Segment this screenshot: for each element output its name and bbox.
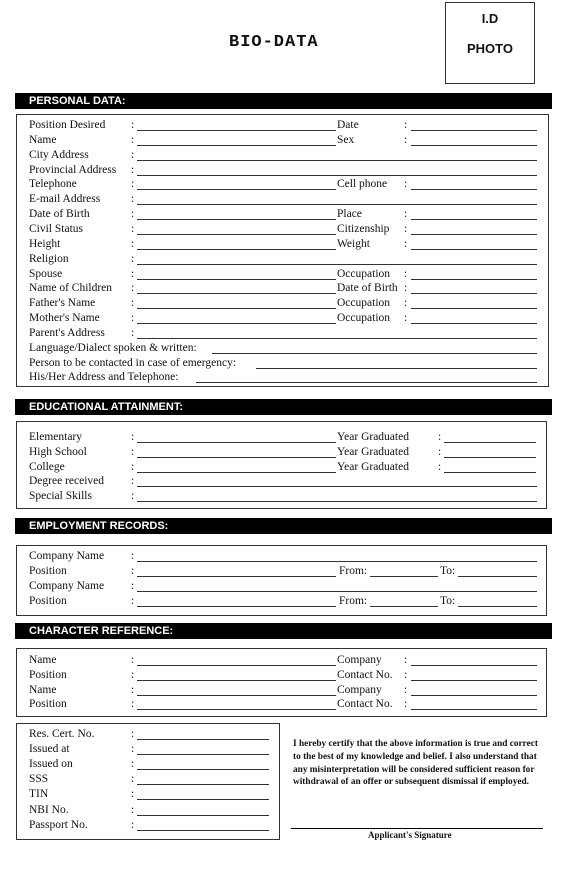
employment-from-line[interactable] [370,606,438,607]
page-title: BIO-DATA [229,33,319,52]
reference-label-right: Contact No. [337,698,393,711]
reference-input-line[interactable] [137,680,336,681]
colon: : [131,252,135,265]
colon: : [131,312,135,325]
certification-text: I hereby certify that the above information is true and correct to the best of my knowledge and belief. I also understand that any misinterpretation will be considered sufficient reason for withdrawal of an offer or subsequent dismissal if employed. [293,739,538,788]
education-label-right: Year Graduated [337,431,409,443]
personal-input-line-right[interactable] [411,308,537,309]
education-input-line[interactable] [137,442,336,443]
colon: : [131,460,135,473]
colon: : [131,580,135,592]
colon: : [131,208,135,221]
personal-label-right: Place [337,208,362,221]
personal-input-line[interactable] [137,264,537,265]
id-input-line[interactable] [137,815,269,816]
education-input-line-right[interactable] [444,457,536,458]
colon: : [131,445,135,458]
colon: : [131,550,135,562]
colon: : [404,698,408,711]
reference-input-line-right[interactable] [411,665,537,666]
personal-input-line[interactable] [137,160,537,161]
colon: : [131,475,135,488]
personal-label-right: Cell phone [337,178,388,191]
colon: : [404,683,408,696]
colon: : [131,282,135,295]
id-label: Issued on [29,758,73,771]
employment-from-label: From: [339,565,368,577]
reference-input-line-right[interactable] [411,680,537,681]
personal-input-line[interactable] [137,279,336,280]
personal-input-line-emergency[interactable] [256,368,537,369]
personal-label: Height [29,237,61,250]
education-label: Special Skills [29,490,92,503]
employment-label: Position [29,565,67,577]
education-box [16,421,547,509]
reference-label: Position [29,668,67,681]
reference-label: Position [29,698,67,711]
id-input-line[interactable] [137,799,269,800]
personal-input-line-right[interactable] [411,189,537,190]
personal-input-line[interactable] [137,145,336,146]
employment-to-line[interactable] [458,576,537,577]
signature-line[interactable] [291,828,543,829]
id-input-line[interactable] [137,830,269,831]
colon: : [131,595,135,607]
education-input-line[interactable] [137,501,537,502]
personal-label: Mother's Name [29,312,100,325]
employment-input-line[interactable] [137,561,537,562]
colon: : [404,267,408,280]
colon: : [131,267,135,280]
personal-label: Date of Birth [29,208,90,221]
colon: : [131,668,135,681]
education-input-line[interactable] [137,486,537,487]
colon: : [131,683,135,696]
personal-label: Parent's Address [29,326,105,339]
signature-label: Applicant's Signature [368,830,452,840]
personal-input-line[interactable] [137,338,537,339]
colon: : [131,728,135,740]
personal-input-line[interactable] [137,204,537,205]
education-label: College [29,460,65,473]
id-label: TIN [29,788,49,801]
personal-input-line-right[interactable] [411,145,537,146]
colon: : [131,326,135,339]
personal-label: City Address [29,148,89,161]
personal-input-line-right[interactable] [411,249,537,250]
personal-label-language: Language/Dialect spoken & written: [29,341,197,354]
colon: : [438,460,442,473]
photo-label-photo: PHOTO [467,41,513,56]
colon: : [438,431,442,443]
reference-input-line-right[interactable] [411,709,537,710]
colon: : [404,668,408,681]
personal-input-line[interactable] [137,234,336,235]
personal-input-line-right[interactable] [411,293,537,294]
personal-input-line-right[interactable] [411,130,537,131]
photo-label-id: I.D [481,11,499,26]
employment-input-line[interactable] [137,591,537,592]
personal-label: E-mail Address [29,193,101,206]
colon: : [404,312,408,325]
colon: : [131,818,135,831]
personal-label-address: His/Her Address and Telephone: [29,371,179,384]
personal-input-line-right[interactable] [411,279,537,280]
colon: : [131,490,135,503]
colon: : [131,654,135,666]
reference-label: Name [29,654,57,666]
colon: : [131,119,135,131]
colon: : [131,788,135,801]
education-input-line[interactable] [137,472,336,473]
id-label: SSS [29,773,49,786]
id-photo-box [445,2,535,84]
colon: : [404,133,408,146]
colon: : [438,445,442,458]
personal-input-line[interactable] [137,293,336,294]
id-label: Res. Cert. No. [29,728,95,740]
id-label: Passport No. [29,818,88,831]
employment-to-label: To: [440,595,456,607]
personal-input-line[interactable] [137,308,336,309]
personal-label-right: Occupation [337,297,391,310]
personal-label-right: Weight [337,237,370,250]
reference-input-line-right[interactable] [411,695,537,696]
reference-input-line[interactable] [137,665,336,666]
colon: : [131,773,135,786]
employment-from-line[interactable] [370,576,438,577]
colon: : [404,282,408,295]
id-input-line[interactable] [137,784,269,785]
personal-input-line-address[interactable] [196,382,537,383]
personal-label: Name [29,133,57,146]
reference-label-right: Contact No. [337,668,393,681]
section-header-personal: PERSONAL DATA: [15,93,552,109]
colon: : [404,297,408,310]
personal-label: Telephone [29,178,77,191]
personal-label-right: Date of Birth [337,282,398,295]
employment-label: Position [29,595,67,607]
reference-input-line[interactable] [137,695,336,696]
colon: : [131,803,135,816]
employment-label: Company Name [29,580,105,592]
personal-label-emergency: Person to be contacted in case of emergency: [29,356,237,369]
education-label: High School [29,445,87,458]
personal-input-line[interactable] [137,249,336,250]
colon: : [131,297,135,310]
colon: : [131,743,135,756]
id-input-line[interactable] [137,739,269,740]
personal-input-line[interactable] [137,219,336,220]
colon: : [131,133,135,146]
colon: : [404,119,408,131]
personal-label: Civil Status [29,222,83,235]
id-input-line[interactable] [137,769,269,770]
personal-label-right: Citizenship [337,222,390,235]
colon: : [131,148,135,161]
reference-label-right: Company [337,654,382,666]
colon: : [131,237,135,250]
colon: : [404,654,408,666]
colon: : [131,431,135,443]
section-header-employment: EMPLOYMENT RECORDS: [15,518,552,534]
education-input-line-right[interactable] [444,472,536,473]
reference-label: Name [29,683,57,696]
personal-input-line-language[interactable] [212,353,537,354]
personal-label: Father's Name [29,297,96,310]
education-input-line[interactable] [137,457,336,458]
personal-label: Spouse [29,267,63,280]
personal-label-right: Date [337,119,359,131]
colon: : [131,698,135,711]
colon: : [131,222,135,235]
section-header-education: EDUCATIONAL ATTAINMENT: [15,399,552,415]
colon: : [404,178,408,191]
personal-label: Religion [29,252,69,265]
personal-input-line-right[interactable] [411,323,537,324]
id-label: Issued at [29,743,70,756]
personal-input-line[interactable] [137,175,537,176]
id-label: NBI No. [29,803,69,816]
colon: : [131,565,135,577]
reference-box [16,648,547,717]
personal-label-right: Occupation [337,312,391,325]
personal-label-right: Occupation [337,267,391,280]
colon: : [404,237,408,250]
colon: : [131,193,135,206]
employment-from-label: From: [339,595,368,607]
employment-to-label: To: [440,565,456,577]
colon: : [404,222,408,235]
employment-input-line[interactable] [137,606,336,607]
personal-input-line[interactable] [137,323,336,324]
education-input-line-right[interactable] [444,442,536,443]
education-label-right: Year Graduated [337,460,409,473]
reference-input-line[interactable] [137,709,336,710]
colon: : [131,178,135,191]
personal-input-line-right[interactable] [411,219,537,220]
education-label: Degree received [29,475,105,488]
personal-input-line[interactable] [137,189,336,190]
personal-input-line-right[interactable] [411,234,537,235]
personal-label: Position Desired [29,119,106,131]
employment-label: Company Name [29,550,105,562]
id-input-line[interactable] [137,754,269,755]
personal-label: Name of Children [29,282,113,295]
colon: : [131,758,135,771]
employment-to-line[interactable] [458,606,537,607]
reference-label-right: Company [337,683,382,696]
employment-input-line[interactable] [137,576,336,577]
colon: : [131,163,135,176]
colon: : [404,208,408,221]
personal-label: Provincial Address [29,163,117,176]
education-label-right: Year Graduated [337,445,409,458]
personal-label-right: Sex [337,133,355,146]
section-header-reference: CHARACTER REFERENCE: [15,623,552,639]
personal-input-line[interactable] [137,130,336,131]
education-label: Elementary [29,431,83,443]
